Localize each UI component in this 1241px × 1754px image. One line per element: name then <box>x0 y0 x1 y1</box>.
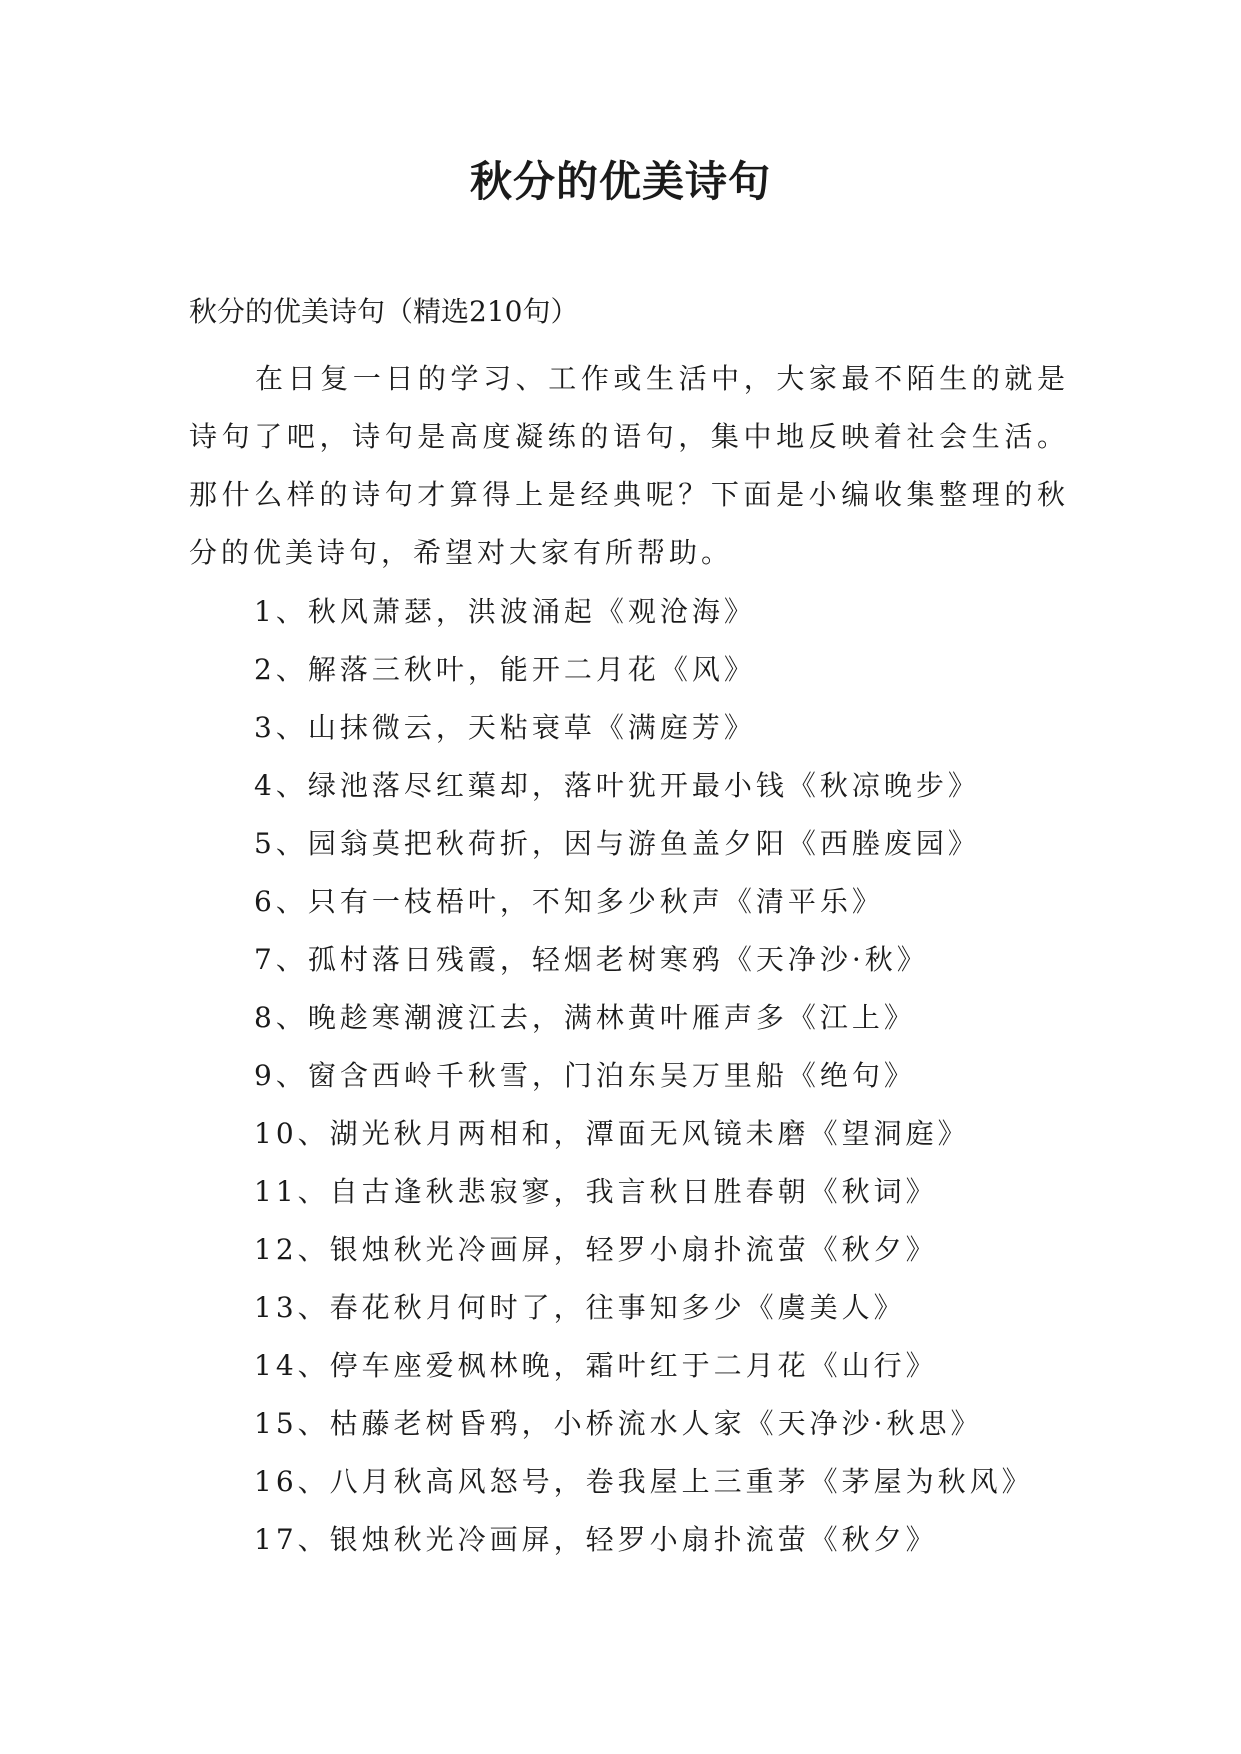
poem-line: 6、只有一枝梧叶，不知多少秋声《清平乐》 <box>254 885 884 918</box>
poem-line: 11、自古逢秋悲寂寥，我言秋日胜春朝《秋词》 <box>254 1175 938 1208</box>
poem-list <box>254 583 1034 1569</box>
document-subtitle: 秋分的优美诗句（精选210句） <box>189 295 579 328</box>
poem-line: 1、秋风萧瑟，洪波涌起《观沧海》 <box>254 595 756 628</box>
poem-line: 2、解落三秋叶，能开二月花《风》 <box>254 653 756 686</box>
intro-paragraph: 在日复一日的学习、工作或生活中，大家最不陌生的就是诗句了吧，诗句是高度凝练的语句，集中地反映着社会生活。那什么样的诗句才算得上是经典呢？下面是小编收集整理的秋分的优美诗句，希望对大家有所帮助。 <box>189 362 1069 569</box>
poem-line: 3、山抹微云，天粘衰草《满庭芳》 <box>254 711 756 744</box>
poem-line: 4、绿池落尽红蕖却，落叶犹开最小钱《秋凉晚步》 <box>254 769 980 802</box>
poem-line: 16、八月秋高风怒号，卷我屋上三重茅《茅屋为秋风》 <box>254 1465 1034 1498</box>
poem-line: 7、孤村落日残霞，轻烟老树寒鸦《天净沙·秋》 <box>254 943 929 976</box>
poem-line: 13、春花秋月何时了，往事知多少《虞美人》 <box>254 1291 906 1324</box>
poem-line: 17、银烛秋光冷画屏，轻罗小扇扑流萤《秋夕》 <box>254 1523 938 1556</box>
poem-line: 14、停车座爱枫林晚，霜叶红于二月花《山行》 <box>254 1349 938 1382</box>
poem-line: 15、枯藤老树昏鸦，小桥流水人家《天净沙·秋思》 <box>254 1407 983 1440</box>
poem-line: 5、园翁莫把秋荷折，因与游鱼盖夕阳《西塍废园》 <box>254 827 980 860</box>
document-title: 秋分的优美诗句 <box>469 157 771 206</box>
poem-line: 8、晚趁寒潮渡江去，满林黄叶雁声多《江上》 <box>254 1001 916 1034</box>
poem-line: 10、湖光秋月两相和，潭面无风镜未磨《望洞庭》 <box>254 1117 970 1150</box>
poem-line: 9、窗含西岭千秋雪，门泊东吴万里船《绝句》 <box>254 1059 916 1092</box>
poem-line: 12、银烛秋光冷画屏，轻罗小扇扑流萤《秋夕》 <box>254 1233 938 1266</box>
